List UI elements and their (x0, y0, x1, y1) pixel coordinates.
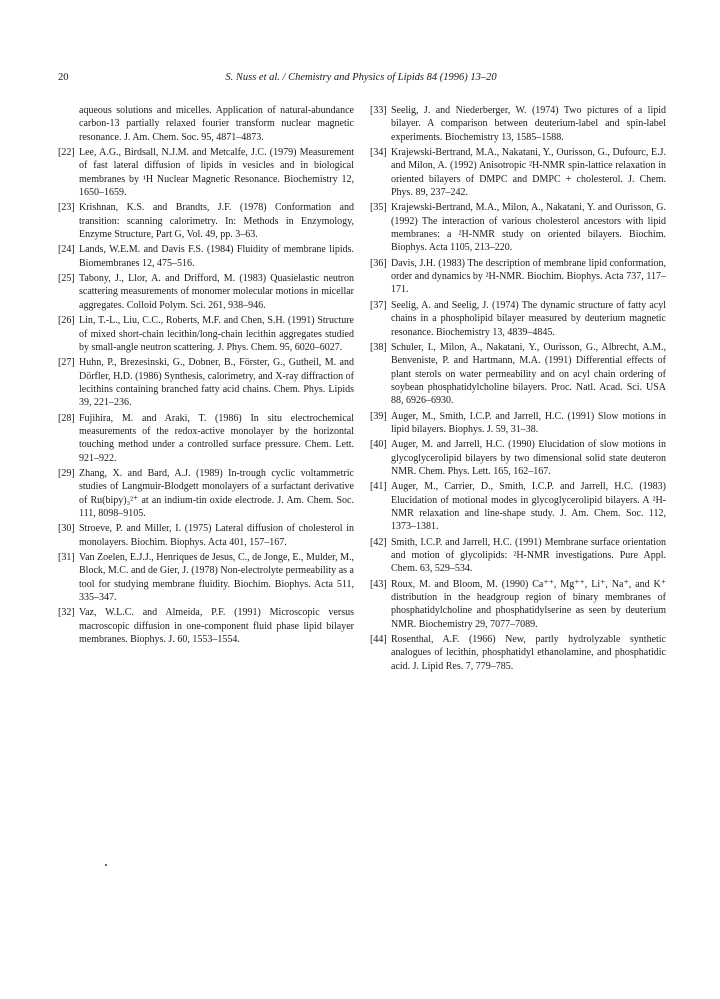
reference-entry (370, 146, 666, 199)
reference-entry (370, 480, 666, 533)
reference-number: [43] (370, 578, 387, 590)
reference-number: [44] (370, 634, 387, 646)
reference-entry (58, 146, 354, 199)
reference-text: Van Zoelen, E.J.J., Henriques de Jesus, C., de Jonge, E., Mulder, M., Block, M.C. and de Gier, J. (1978) Non-electrolyte permeability as a tool for studying membrane fluidity. Biochim. Biophys. Acta 511, 335–347. (79, 552, 354, 604)
reference-number: [29] (58, 467, 75, 479)
reference-number: [40] (370, 439, 387, 451)
reference-list-right (370, 104, 666, 673)
reference-text: Seelig, A. and Seelig, J. (1974) The dynamic structure of fatty acyl chains in a phospholipid bilayer measured by deuterium magnetic resonance. Biochemistry 13, 4839–4845. (391, 299, 666, 338)
reference-text: Krajewski-Bertrand, M.A., Milon, A., Nakatani, Y. and Ourisson, G. (1992) The interaction of various cholesterol ancestors with lipid membranes: a ²H-NMR study on oriented bilayers. Biochim. Biophys. Acta 1105, 213–220. (391, 202, 666, 254)
reference-entry (58, 314, 354, 354)
reference-entry (58, 551, 354, 604)
reference-entry (58, 522, 354, 549)
reference-number: [35] (370, 202, 387, 214)
reference-number: [22] (58, 147, 75, 159)
reference-entry (370, 633, 666, 673)
reference-text: Seelig, J. and Niederberger, W. (1974) Two pictures of a lipid bilayer. A comparison between deuterium-label and spin-label experiments. Biochemistry 13, 1585–1588. (391, 105, 666, 143)
reference-text: Roux, M. and Bloom, M. (1990) Ca⁺⁺, Mg⁺⁺, Li⁺, Na⁺, and K⁺ distribution in the headgroup region of binary membranes of phosphatidylcholine and phosphatidylserine as seen by deuterium NMR. Biochemistry 29, 7077–7089. (391, 578, 666, 630)
reference-number: [36] (370, 257, 387, 269)
reference-entry (370, 536, 666, 576)
reference-entry (370, 299, 666, 339)
reference-text: Tabony, J., Llor, A. and Drifford, M. (1983) Quasielastic neutron scattering measurements of monomer molecular motions in micellar aggregates. Colloid Polym. Sci. 261, 938–946. (79, 273, 354, 311)
reference-column-left (58, 104, 354, 648)
reference-number: [31] (58, 552, 75, 563)
reference-text: Schuler, I., Milon, A., Nakatani, Y., Ourisson, G., Albrecht, A.M., Benveniste, P. and Hartmann, M.A. (1991) Differential effects of plant sterols on water permeability and on acyl chain ordering of soybean phosphatidylcholine bilayers. Proc. Natl. Acad. Sci. USA 88, 6926–6930. (391, 341, 666, 407)
reference-number: [38] (370, 341, 387, 353)
reference-text: Krajewski-Bertrand, M.A., Nakatani, Y., Ourisson, G., Dufourc, E.J. and Milon, A. (1992) Anisotropic ²H-NMR spin-lattice relaxation in oriented bilayers of DMPC and DMPC + cholesterol. J. Chem. Phys. 89, 237–242. (391, 147, 666, 199)
reference-number: [42] (370, 536, 387, 548)
reference-entry (58, 201, 354, 241)
reference-number: [30] (58, 523, 75, 535)
running-head: S. Nuss et al. / Chemistry and Physics of Lipids 84 (1996) 13–20 (225, 72, 497, 83)
reference-text: Auger, M., Smith, I.C.P. and Jarrell, H.C. (1991) Slow motions in lipid bilayers. Biophys. J. 59, 31–38. (391, 410, 666, 435)
reference-entry (58, 272, 354, 312)
reference-text: Krishnan, K.S. and Brandts, J.F. (1978) Conformation and transition: scanning calorimetry. In: Methods in Enzymology, Enzyme Structure, Part G, Vol. 49, pp. 3–63. (79, 202, 354, 241)
reference-entry (58, 412, 354, 465)
reference-number: [27] (58, 357, 75, 369)
reference-entry (58, 243, 354, 270)
reference-text: Rosenthal, A.F. (1966) New, partly hydrolyzable synthetic analogues of lecithin, phosphatidyl ethanolamine, and phosphatidic acid. J. Lipid Res. 7, 779–785. (391, 634, 666, 672)
reference-entry (370, 410, 666, 437)
reference-text: Vaz, W.L.C. and Almeida, P.F. (1991) Microscopic versus macroscopic diffusion in one-component fluid phase lipid bilayer membranes. Biophys. J. 60, 1553–1554. (79, 607, 354, 646)
reference-text: Fujihira, M. and Araki, T. (1986) In situ electrochemical measurements of the redox-active monolayer by the horizontal touching method under a controlled surface pressure. Chem. Lett. 921–922. (79, 412, 354, 464)
reference-continuation: aqueous solutions and micelles. Application of natural-abundance carbon-13 partially relaxed fourier transform nuclear magnetic resonance. J. Am. Chem. Soc. 95, 4871–4873. (79, 105, 354, 143)
stray-mark (105, 864, 107, 866)
reference-text: Stroeve, P. and Miller, I. (1975) Lateral diffusion of cholesterol in monolayers. Biochim. Biophys. Acta 401, 157–167. (79, 523, 354, 548)
reference-text: Zhang, X. and Bard, A.J. (1989) In-trough cyclic voltammetric studies of Langmuir-Blodgett monolayers of a surfactant derivative of Ru(bipy)₃²⁺ at an indium-tin oxide electrode. J. Am. Chem. Soc. 111, 8098–9105. (79, 467, 354, 519)
reference-entry (58, 606, 354, 646)
reference-text: Auger, M., Carrier, D., Smith, I.C.P. and Jarrell, H.C. (1983) Elucidation of motional modes in glycoglycerolipid bilayers. A ²H-NMR relaxation and line-shape study. J. Am. Chem. Soc. 112, 1373–1381. (391, 481, 666, 533)
reference-entry (370, 578, 666, 631)
page-header (58, 72, 664, 88)
reference-number: [34] (370, 147, 387, 159)
reference-entry (58, 356, 354, 409)
reference-number: [37] (370, 299, 387, 311)
reference-number: [26] (58, 315, 75, 327)
reference-text: Huhn, P., Brezesinski, G., Dobner, B., Förster, G., Gutheil, M. and Dörfler, H.D. (1986) Synthesis, calorimetry, and X-ray diffraction of lecithins containing branched fatty acid chains. Chem. Phys. Lipids 39, 221–236. (79, 357, 354, 409)
reference-number: [25] (58, 273, 75, 285)
reference-number: [28] (58, 412, 75, 424)
reference-number: [24] (58, 244, 75, 256)
reference-text: Lin, T.-L., Liu, C.C., Roberts, M.F. and Chen, S.H. (1991) Structure of mixed short-chain lecithin/long-chain lecithin aggregates studied by small-angle neutron scattering. J. Phys. Chem. 95, 6020–6027. (79, 315, 354, 353)
reference-entry (370, 341, 666, 408)
reference-text: Davis, J.H. (1983) The description of membrane lipid conformation, order and dynamics by ²H-NMR. Biochim. Biophys. Acta 737, 117–171. (391, 257, 666, 296)
reference-entry (370, 104, 666, 144)
reference-entry (370, 257, 666, 297)
reference-text: Smith, I.C.P. and Jarrell, H.C. (1991) Membrane surface orientation and motion of glycolipids: ²H-NMR investigations. Pure Appl. Chem. 63, 529–534. (391, 536, 666, 575)
reference-text: Lands, W.E.M. and Davis F.S. (1984) Fluidity of membrane lipids. Biomembranes 12, 475–516. (79, 244, 354, 269)
reference-text: Auger, M. and Jarrell, H.C. (1990) Elucidation of slow motions in glycoglycerolipid bilayers by two dimensional solid state deuteron NMR. Chem. Phys. Lett. 165, 162–167. (391, 439, 666, 477)
reference-entry (370, 438, 666, 478)
reference-number: [33] (370, 105, 387, 116)
reference-number: [39] (370, 410, 387, 422)
reference-number: [41] (370, 481, 387, 493)
reference-number: [23] (58, 202, 75, 214)
reference-text: Lee, A.G., Birdsall, N.J.M. and Metcalfe, J.C. (1979) Measurement of fast lateral diffusion of lipids in vesicles and in biological membranes by ¹H Nuclear Magnetic Resonance. Biochemistry 12, 1650–1659. (79, 147, 354, 199)
reference-number: [32] (58, 607, 75, 619)
reference-entry (370, 201, 666, 254)
page-number: 20 (58, 72, 69, 83)
reference-column-right (370, 104, 666, 675)
reference-entry (58, 467, 354, 520)
reference-list-left (58, 146, 354, 646)
